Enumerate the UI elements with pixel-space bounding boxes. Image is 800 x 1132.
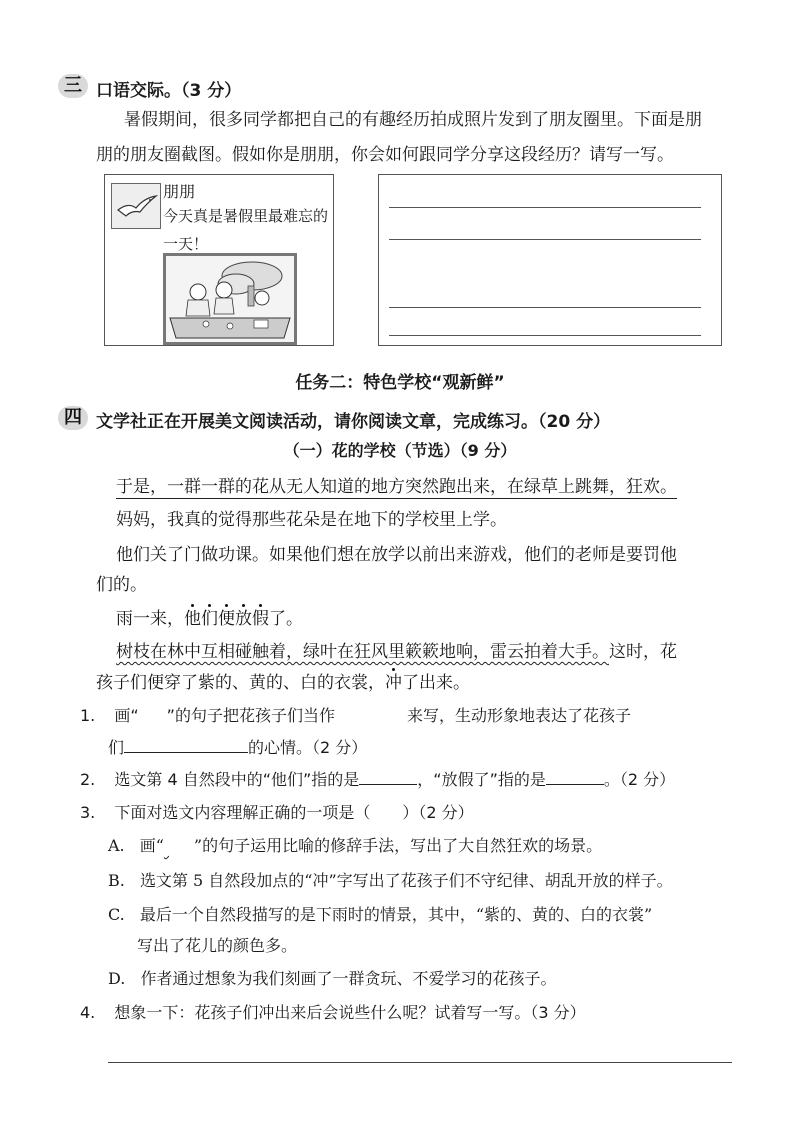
option-d[interactable] — [108, 966, 556, 989]
optA-text-b: ”的句子运用比喻的修辞手法，写出了大自然狂欢的场景。 — [193, 836, 603, 855]
p6-pre: 孩子们便穿了紫的、黄的、白的衣裳， — [96, 673, 385, 693]
seagull-icon — [111, 183, 161, 229]
moments-post — [104, 174, 334, 346]
q1-blank-1[interactable] — [335, 705, 407, 721]
option-label: B. — [108, 871, 125, 890]
optC-text-line-1: 最后一个自然段描写的是下雨时的情景，其中，“紫的、黄的、白的衣裳” — [139, 905, 653, 924]
passage-paragraph-5-line-2 — [96, 668, 470, 693]
dotted-char: 放 — [235, 609, 252, 629]
post-text-line-2: 一天！ — [163, 235, 209, 253]
passage-paragraph-5-line-1 — [116, 637, 677, 662]
writing-line — [389, 239, 701, 240]
writing-line — [389, 207, 701, 208]
straight-underlined-sentence: 于是，一群一群的花从无人知道的地方突然跑出来，在绿草上跳舞，狂欢。 — [116, 477, 677, 497]
passage-paragraph-1 — [116, 472, 677, 497]
q4-text: 想象一下：花孩子们冲出来后会说些什么呢？试着写一写。（3 分） — [114, 1003, 586, 1022]
p6-post: 了出来。 — [402, 673, 470, 693]
question-4 — [80, 1000, 586, 1023]
option-label: D. — [108, 969, 126, 988]
q1-blank-2[interactable] — [124, 736, 248, 753]
optB-text: 选文第 5 自然段加点的“冲”字写出了花孩子们不守纪律、胡乱开放的样子。 — [139, 871, 673, 890]
task2-title: 任务二：特色学校“观新鲜” — [295, 373, 505, 393]
q1-text-c: 来写，生动形象地表达了花孩子 — [406, 706, 631, 725]
option-a[interactable] — [108, 833, 602, 856]
passage-paragraph-4 — [116, 604, 303, 629]
question-number: 4. — [80, 1003, 96, 1022]
p4-pre: 雨一来， — [116, 609, 184, 629]
wavy-underlined-sentence: 树枝在林中互相碰触着，绿叶在狂风里簌簌地响，雷云拍着大手。 — [116, 642, 609, 662]
option-b[interactable] — [108, 868, 673, 891]
q1-text-b: ”的句子把花孩子们当作 — [166, 706, 335, 725]
p5-tail: 这时，花 — [609, 642, 677, 662]
intro-line-1: 暑假期间，很多同学都把自己的有趣经历拍成照片发到了朋友圈里。下面是朋 — [124, 110, 702, 130]
intro-line-2: 朋的朋友圈截图。假如你是朋朋，你会如何跟同学分享这段经历？请写一写。 — [96, 145, 674, 165]
p4-post: 了。 — [269, 609, 303, 629]
post-text-line-1: 今天真是暑假里最难忘的 — [163, 207, 329, 225]
q4-answer-line[interactable] — [108, 1062, 732, 1063]
writing-line — [389, 307, 701, 308]
section-title: 口语交际。（3 分） — [96, 81, 242, 101]
optA-text-a: 画“ — [139, 836, 164, 855]
q2-text-c: 。（2 分） — [603, 770, 676, 789]
option-label: C. — [108, 905, 125, 924]
question-number: 1. — [80, 706, 96, 725]
q2-text-a: 选文第 4 自然段中的“他们”指的是 — [114, 770, 360, 789]
question-1-line-2 — [108, 735, 367, 758]
wavy-blank-marker — [164, 836, 194, 855]
post-author-name: 朋朋 — [163, 182, 196, 201]
option-c-line-2: 写出了花儿的颜色多。 — [137, 936, 298, 955]
dotted-char: 他 — [184, 609, 201, 629]
dotted-char: 们 — [201, 609, 218, 629]
question-number: 3. — [80, 803, 96, 822]
q1-text-d: 们 — [108, 738, 125, 757]
dotted-char: 便 — [218, 609, 235, 629]
section-title: 文学社正在开展美文阅读活动，请你阅读文章，完成练习。（20 分） — [96, 412, 611, 432]
answer-writing-box[interactable] — [378, 174, 722, 346]
dotted-phrase — [184, 609, 269, 629]
q2-blank-2[interactable] — [546, 768, 604, 785]
q2-text-b: ，“放假了”指的是 — [417, 770, 546, 789]
question-3 — [80, 800, 474, 823]
passage-subtitle: （一）花的学校（节选）（9 分） — [283, 441, 517, 460]
option-label: A. — [108, 836, 125, 855]
q2-blank-1[interactable] — [359, 768, 417, 785]
option-c-line-1[interactable] — [108, 902, 652, 925]
q1-text-e: 的心情。（2 分） — [248, 738, 368, 757]
q3-stem: 下面对选文内容理解正确的一项是（ ）（2 分） — [114, 803, 474, 822]
question-1-line-1 — [80, 703, 631, 726]
writing-line — [389, 335, 701, 336]
section-number-badge: 四 — [58, 406, 88, 430]
section-number-badge: 三 — [58, 74, 88, 98]
passage-paragraph-3-line-2: 们的。 — [96, 575, 147, 595]
q1-text-a: 画“ — [114, 706, 139, 725]
question-2 — [80, 767, 675, 790]
question-number: 2. — [80, 770, 96, 789]
optD-text: 作者通过想象为我们刻画了一群贪玩、不爱学习的花孩子。 — [140, 969, 557, 988]
dotted-char: 假 — [252, 609, 269, 629]
passage-paragraph-3-line-1: 他们关了门做功课。如果他们想在放学以前出来游戏，他们的老师是要罚他 — [116, 545, 677, 565]
dotted-char-chong: 冲 — [385, 673, 402, 693]
passage-paragraph-2: 妈妈，我真的觉得那些花朵是在地下的学校里上学。 — [116, 510, 507, 530]
picnic-illustration — [163, 253, 297, 345]
